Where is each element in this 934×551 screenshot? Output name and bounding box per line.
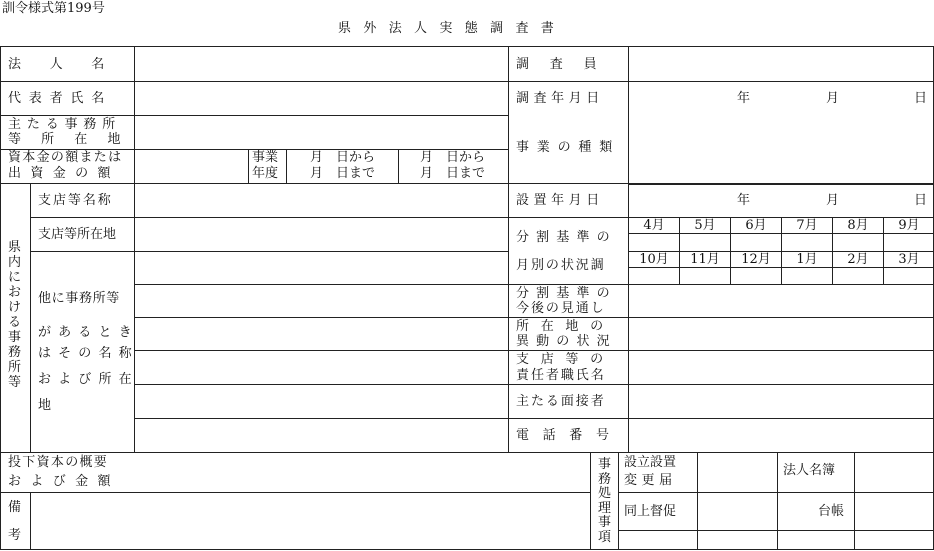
label-in-pref: 県内における事務所等: [7, 240, 21, 390]
month-h1-value-0[interactable]: [629, 234, 679, 250]
month-h1-value-4[interactable]: [833, 234, 883, 250]
month-h2-value-3[interactable]: [782, 268, 832, 284]
rep-name-field[interactable]: [135, 82, 508, 115]
month-h2-label-3: 1月: [796, 252, 818, 267]
label-branch-name: 支店等名称: [38, 193, 113, 208]
investigator-field[interactable]: [629, 47, 933, 81]
month-h1-label-2: 6月: [745, 218, 767, 233]
label-main-office-1: 主たる事務所: [8, 117, 122, 132]
capital-amount-field[interactable]: [135, 150, 248, 183]
form-number: 訓令様式第199号: [2, 1, 105, 16]
month-h1-label-1: 5月: [694, 218, 716, 233]
other-office-line-4[interactable]: [135, 351, 508, 384]
label-phone: 電話番号: [516, 428, 623, 443]
label-setup-change-1: 設立設置: [624, 455, 677, 470]
setup-day-label: 日: [914, 193, 928, 208]
month-h1-label-0: 4月: [643, 218, 665, 233]
label-split-2: 月別の状況調: [516, 258, 606, 273]
label-fy-2: 年度: [252, 166, 279, 181]
label-corp-register: 法人名簿: [783, 463, 836, 478]
label-survey-date: 調査年月日: [516, 91, 604, 106]
label-capital-2: 出資金の額: [8, 166, 120, 181]
other-office-line-6[interactable]: [135, 419, 508, 452]
move-status-field[interactable]: [629, 318, 933, 350]
corp-register-field[interactable]: [855, 453, 933, 492]
setup-month-label: 月: [826, 193, 840, 208]
month-h1-value-3[interactable]: [782, 234, 832, 250]
label-rep-name: 代表者氏名: [8, 91, 113, 106]
fy2-until: 月 日まで: [420, 166, 486, 181]
month-h2-label-2: 12月: [741, 252, 771, 267]
interviewee-field[interactable]: [629, 385, 933, 418]
label-main-office-2: 等所在地: [8, 132, 141, 147]
label-setup-change-2: 変更届: [624, 473, 677, 488]
label-fy-1: 事業: [252, 150, 279, 165]
phone-field[interactable]: [629, 419, 933, 452]
label-reminder: 同上督促: [624, 504, 677, 519]
month-h2-label-0: 10月: [639, 252, 669, 267]
outlook-field[interactable]: [629, 285, 933, 317]
month-h2-label-1: 11月: [690, 252, 720, 267]
ledger-field[interactable]: [855, 493, 933, 530]
label-move-2: 異動の状況: [516, 334, 617, 349]
branch-name-field[interactable]: [135, 184, 508, 217]
form-title: 県外法人実態調査書: [338, 21, 567, 36]
remarks-field[interactable]: [31, 493, 590, 549]
label-outlook-1: 分割基準の: [516, 286, 617, 301]
month-h1-value-1[interactable]: [680, 234, 730, 250]
month-h2-value-1[interactable]: [680, 268, 730, 284]
label-other-3: はその名称: [38, 346, 139, 361]
month-h1-label-4: 8月: [847, 218, 869, 233]
month-h2-value-2[interactable]: [731, 268, 781, 284]
label-remarks-2: 考: [8, 528, 22, 543]
label-setup-date: 設置年月日: [516, 193, 604, 208]
fy2-from: 月 日から: [420, 150, 486, 165]
label-other-5: 地: [38, 398, 52, 413]
other-office-line-5[interactable]: [135, 385, 508, 418]
label-split-1: 分割基準の: [516, 230, 617, 245]
label-other-1: 他に事務所等: [38, 291, 120, 306]
business-type-field[interactable]: [629, 82, 933, 183]
label-move-1: 所在地の: [516, 319, 615, 334]
month-h1-label-3: 7月: [796, 218, 818, 233]
label-ledger: 台帳: [818, 504, 845, 519]
branch-loc-field[interactable]: [135, 218, 508, 251]
fy1-until: 月 日まで: [310, 166, 376, 181]
label-remarks-1: 備: [8, 500, 22, 515]
month-h1-value-5[interactable]: [884, 234, 934, 250]
survey-month-label: 月: [826, 91, 840, 106]
label-capital-1: 資本金の額または: [8, 150, 123, 165]
setup-year-label: 年: [737, 193, 751, 208]
reminder-field[interactable]: [698, 493, 777, 530]
other-office-line-2[interactable]: [135, 285, 508, 317]
label-interviewee: 主たる面接者: [516, 394, 606, 409]
label-investigator: 調査員: [516, 57, 618, 72]
label-invest-1: 投下資本の概要: [8, 455, 109, 470]
setup-change-field[interactable]: [698, 453, 777, 492]
month-h1-value-2[interactable]: [731, 234, 781, 250]
other-office-line-1[interactable]: [135, 252, 508, 284]
label-outlook-2: 今後の見通し: [516, 301, 606, 316]
month-h2-value-4[interactable]: [833, 268, 883, 284]
investment-field[interactable]: [135, 453, 590, 492]
label-other-2: があるとき: [38, 325, 139, 340]
label-resp-1: 支店等の: [516, 352, 615, 367]
label-other-4: および所在: [38, 372, 139, 387]
month-h2-value-0[interactable]: [629, 268, 679, 284]
label-resp-2: 責任者職氏名: [516, 368, 606, 383]
main-office-field[interactable]: [135, 116, 508, 149]
month-h2-label-5: 3月: [898, 252, 920, 267]
other-office-line-3[interactable]: [135, 318, 508, 350]
responsible-field[interactable]: [629, 351, 933, 384]
label-business-type: 事業の種類: [516, 140, 621, 155]
month-h2-label-4: 2月: [847, 252, 869, 267]
label-branch-loc: 支店等所在地: [38, 227, 117, 242]
month-h1-label-5: 9月: [898, 218, 920, 233]
corp-name-field[interactable]: [135, 47, 508, 81]
survey-year-label: 年: [737, 91, 751, 106]
label-corp-name: 法人名: [8, 57, 133, 72]
fy1-from: 月 日から: [310, 150, 376, 165]
month-h2-value-5[interactable]: [884, 268, 934, 284]
survey-day-label: 日: [914, 91, 928, 106]
label-admin: 事務処理事項: [597, 457, 611, 545]
label-invest-2: および金額: [8, 474, 120, 489]
